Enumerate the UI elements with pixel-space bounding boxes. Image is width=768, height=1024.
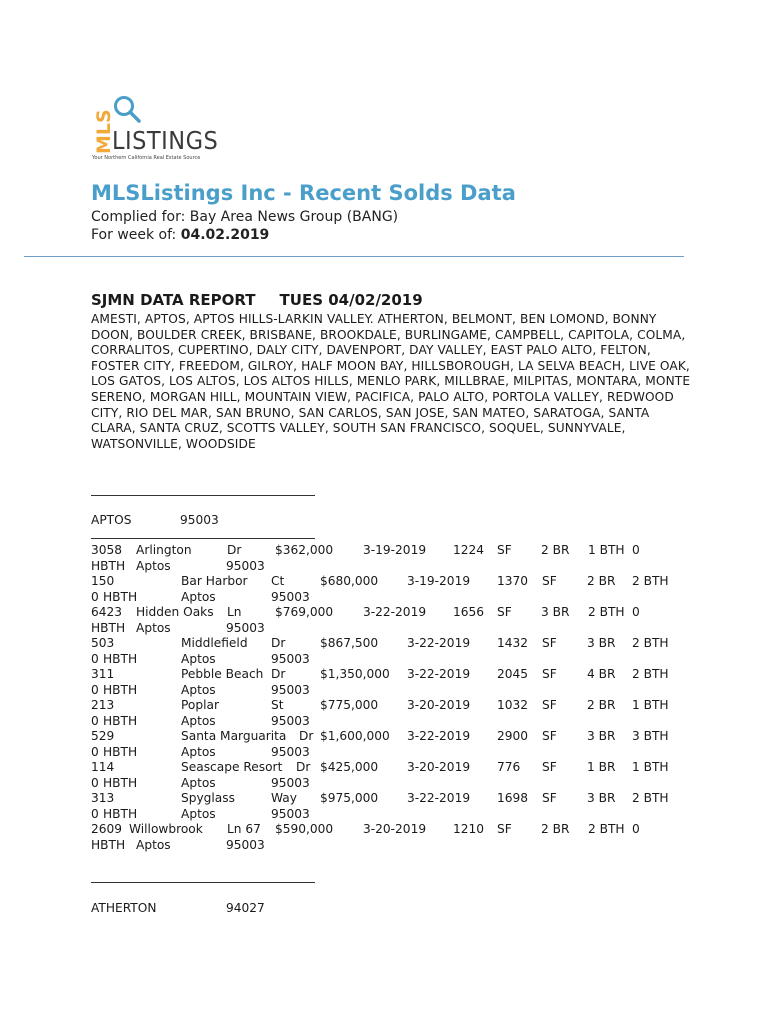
sale-zip: 95003 <box>271 651 310 666</box>
sale-city: Aptos <box>181 744 216 759</box>
separator-line <box>91 495 315 496</box>
sale-date: 3-19-2019 <box>407 574 471 588</box>
sale-street: Middlefield <box>181 636 248 650</box>
sale-sf: SF <box>497 543 512 557</box>
sale-zip: 95003 <box>271 589 310 604</box>
sale-br: 3 BR <box>587 791 616 805</box>
sale-street: Hidden Oaks <box>136 605 214 619</box>
sale-price: $867,500 <box>320 636 379 650</box>
sale-city: Aptos <box>136 558 171 573</box>
sale-date: 3-22-2019 <box>407 636 471 650</box>
sale-bth: 3 BTH <box>632 729 669 743</box>
sale-zip: 95003 <box>271 744 310 759</box>
sale-suffix: Dr <box>227 543 242 557</box>
sale-price: $680,000 <box>320 574 379 588</box>
sale-price: $1,600,000 <box>320 729 390 743</box>
sale-hbth: HBTH <box>103 589 138 604</box>
sale-sqft: 1224 <box>453 543 485 557</box>
section-header-aptos <box>91 513 219 527</box>
sale-sf: SF <box>542 698 557 712</box>
sale-suffix: Ct <box>271 574 285 588</box>
logo-wordmark: LISTINGS <box>112 126 219 155</box>
sale-hbth: HBTH <box>103 713 138 728</box>
sale-sf: SF <box>542 636 557 650</box>
sale-date: 3-19-2019 <box>363 543 427 557</box>
sale-date: 3-22-2019 <box>407 791 471 805</box>
report-name: SJMN DATA REPORT <box>91 291 256 309</box>
page-title: MLSListings Inc - Recent Solds Data <box>91 181 516 205</box>
sale-sqft: 1432 <box>497 636 529 650</box>
sale-zip: 95003 <box>271 682 310 697</box>
sale-br: 3 BR <box>587 729 616 743</box>
separator-line <box>91 538 315 539</box>
sale-sf: SF <box>542 760 557 774</box>
sale-city: Aptos <box>181 713 216 728</box>
sale-sqft: 1698 <box>497 791 529 805</box>
sale-br: 4 BR <box>587 667 616 681</box>
sale-hbth: HBTH <box>103 806 138 821</box>
sale-hbth: HBTH <box>91 620 126 635</box>
sale-sf: SF <box>542 791 557 805</box>
sale-street: Arlington <box>136 543 192 557</box>
sale-hbth: HBTH <box>91 837 126 852</box>
sale-bth: 2 BTH <box>632 667 669 681</box>
sale-suffix: Ln <box>227 605 242 619</box>
week-label: For week of: <box>91 227 177 243</box>
sale-sqft: 1210 <box>453 822 485 836</box>
logo-tagline: Your Northern California Real Estate Source <box>92 155 201 161</box>
sale-br: 3 BR <box>587 636 616 650</box>
sale-date: 3-22-2019 <box>363 605 427 619</box>
sale-price: $975,000 <box>320 791 379 805</box>
sale-city: Aptos <box>136 837 171 852</box>
sale-street: Seascape Resort <box>181 760 283 774</box>
sale-sqft: 2045 <box>497 667 529 681</box>
sale-suffix: Dr <box>271 636 286 650</box>
sale-number: 6423 <box>91 605 123 619</box>
sale-zip: 95003 <box>271 713 310 728</box>
sale-hbth: HBTH <box>103 651 138 666</box>
sale-hbth-num: 0 <box>91 806 99 821</box>
sale-price: $775,000 <box>320 698 379 712</box>
sale-br: 2 BR <box>587 698 616 712</box>
sale-sqft: 1370 <box>497 574 529 588</box>
sale-bth: 2 BTH <box>588 822 625 836</box>
sale-street: Bar Harbor <box>181 574 248 588</box>
sale-bth: 2 BTH <box>588 605 625 619</box>
section-city: APTOS <box>91 513 132 527</box>
sale-sqft: 776 <box>497 760 521 774</box>
sale-date: 3-22-2019 <box>407 667 471 681</box>
sale-br: 2 BR <box>587 574 616 588</box>
sale-number: 3058 <box>91 543 123 557</box>
week-value: 04.02.2019 <box>180 227 270 243</box>
report-areas: AMESTI, APTOS, APTOS HILLS-LARKIN VALLEY. ATHERTON, BELMONT, BEN LOMOND, BONNY DOON, BOULDER CREEK, BRISBANE, BROOKDALE, BURLINGAME, CAMPBELL, CAPITOLA, COLMA, CORRALITOS, CUPERTINO, DALY CITY, DAVENPORT, DAY VALLEY, EAST PALO ALTO, FELTON, FOSTER CITY, FREEDOM, GILROY, HALF MOON BAY, HILLSBOROUGH, LA SELVA BEACH, LIVE OAK, LOS GATOS, LOS ALTOS, LOS ALTOS HILLS, MENLO PARK, MILLBRAE, MILPITAS, MONTARA, MONTE SERENO, MORGAN HILL, MOUNTAIN VIEW, PACIFICA, PALO ALTO, PORTOLA VALLEY, REDWOOD CITY, RIO DEL MAR, SAN BRUNO, SAN CARLOS, SAN JOSE, SAN MATEO, SARATOGA, SANTA CLARA, SANTA CRUZ, SCOTTS VALLEY, SOUTH SAN FRANCISCO, SOQUEL, SUNNYVALE, WATSONVILLE, WOODSIDE <box>91 312 691 451</box>
sale-hbth-num: 0 <box>91 775 99 790</box>
sale-hbth-num: 0 <box>632 543 640 557</box>
logo-vertical-text: MLS <box>93 109 115 154</box>
sale-street: Spyglass <box>181 791 235 805</box>
sale-number: 503 <box>91 636 115 650</box>
sale-price: $362,000 <box>275 543 334 557</box>
sale-bth: 1 BTH <box>632 698 669 712</box>
section-city: ATHERTON <box>91 901 157 915</box>
sale-city: Aptos <box>181 651 216 666</box>
sale-price: $769,000 <box>275 605 334 619</box>
sale-number: 529 <box>91 729 115 743</box>
section-zip: 94027 <box>226 901 265 915</box>
sale-bth: 2 BTH <box>632 636 669 650</box>
sale-number: 150 <box>91 574 115 588</box>
sale-zip: 95003 <box>226 837 265 852</box>
sale-sqft: 1032 <box>497 698 529 712</box>
sale-sf: SF <box>542 574 557 588</box>
report-date: TUES 04/02/2019 <box>279 291 423 309</box>
sale-city: Aptos <box>181 682 216 697</box>
sale-sf: SF <box>497 822 512 836</box>
compiled-for: Complied for: Bay Area News Group (BANG) <box>91 209 399 225</box>
sale-zip: 95003 <box>226 558 265 573</box>
section-header-atherton <box>91 901 265 915</box>
separator-line <box>91 882 315 883</box>
sale-date: 3-22-2019 <box>407 729 471 743</box>
sale-price: $590,000 <box>275 822 334 836</box>
sale-hbth-num: 0 <box>91 682 99 697</box>
sale-suffix: Way <box>271 791 297 805</box>
sale-zip: 95003 <box>271 775 310 790</box>
sale-price: $425,000 <box>320 760 379 774</box>
sale-number: 114 <box>91 760 115 774</box>
sale-city: Aptos <box>181 806 216 821</box>
sale-city: Aptos <box>181 775 216 790</box>
sale-sqft: 1656 <box>453 605 485 619</box>
sale-hbth: HBTH <box>91 558 126 573</box>
sale-street: Pebble Beach <box>181 667 264 681</box>
sale-hbth: HBTH <box>103 744 138 759</box>
sale-suffix: Dr <box>299 729 314 743</box>
sale-street: Santa Marguarita <box>181 729 287 743</box>
sale-street: Willowbrook <box>129 822 203 836</box>
sale-price: $1,350,000 <box>320 667 390 681</box>
sale-date: 3-20-2019 <box>407 760 471 774</box>
sale-bth: 1 BTH <box>588 543 625 557</box>
report-heading <box>91 291 447 309</box>
sale-hbth-num: 0 <box>91 713 99 728</box>
sale-number: 311 <box>91 667 115 681</box>
sale-br: 3 BR <box>541 605 570 619</box>
sale-hbth-num: 0 <box>91 589 99 604</box>
sale-sf: SF <box>542 667 557 681</box>
sale-date: 3-20-2019 <box>407 698 471 712</box>
sale-bth: 2 BTH <box>632 574 669 588</box>
magnifier-icon <box>116 98 140 122</box>
sale-city: Aptos <box>136 620 171 635</box>
sale-hbth-num: 0 <box>632 822 640 836</box>
sale-br: 2 BR <box>541 822 570 836</box>
divider <box>24 256 684 257</box>
sale-sf: SF <box>542 729 557 743</box>
sale-suffix: St <box>271 698 284 712</box>
sale-zip: 95003 <box>271 806 310 821</box>
sale-suffix: Dr <box>271 667 286 681</box>
sale-hbth-num: 0 <box>91 651 99 666</box>
sale-sqft: 2900 <box>497 729 529 743</box>
sale-hbth: HBTH <box>103 775 138 790</box>
sale-date: 3-20-2019 <box>363 822 427 836</box>
sale-city: Aptos <box>181 589 216 604</box>
sale-hbth: HBTH <box>103 682 138 697</box>
sale-suffix: Ln 67 <box>227 822 261 836</box>
week-line <box>91 227 269 243</box>
sale-br: 1 BR <box>587 760 616 774</box>
sale-zip: 95003 <box>226 620 265 635</box>
sale-br: 2 BR <box>541 543 570 557</box>
sale-bth: 2 BTH <box>632 791 669 805</box>
sale-number: 213 <box>91 698 115 712</box>
sale-hbth-num: 0 <box>91 744 99 759</box>
sale-bth: 1 BTH <box>632 760 669 774</box>
sale-hbth-num: 0 <box>632 605 640 619</box>
sale-number: 2609 <box>91 822 123 836</box>
sale-street: Poplar <box>181 698 219 712</box>
sale-suffix: Dr <box>296 760 311 774</box>
sale-number: 313 <box>91 791 115 805</box>
section-zip: 95003 <box>180 513 219 527</box>
sale-sf: SF <box>497 605 512 619</box>
